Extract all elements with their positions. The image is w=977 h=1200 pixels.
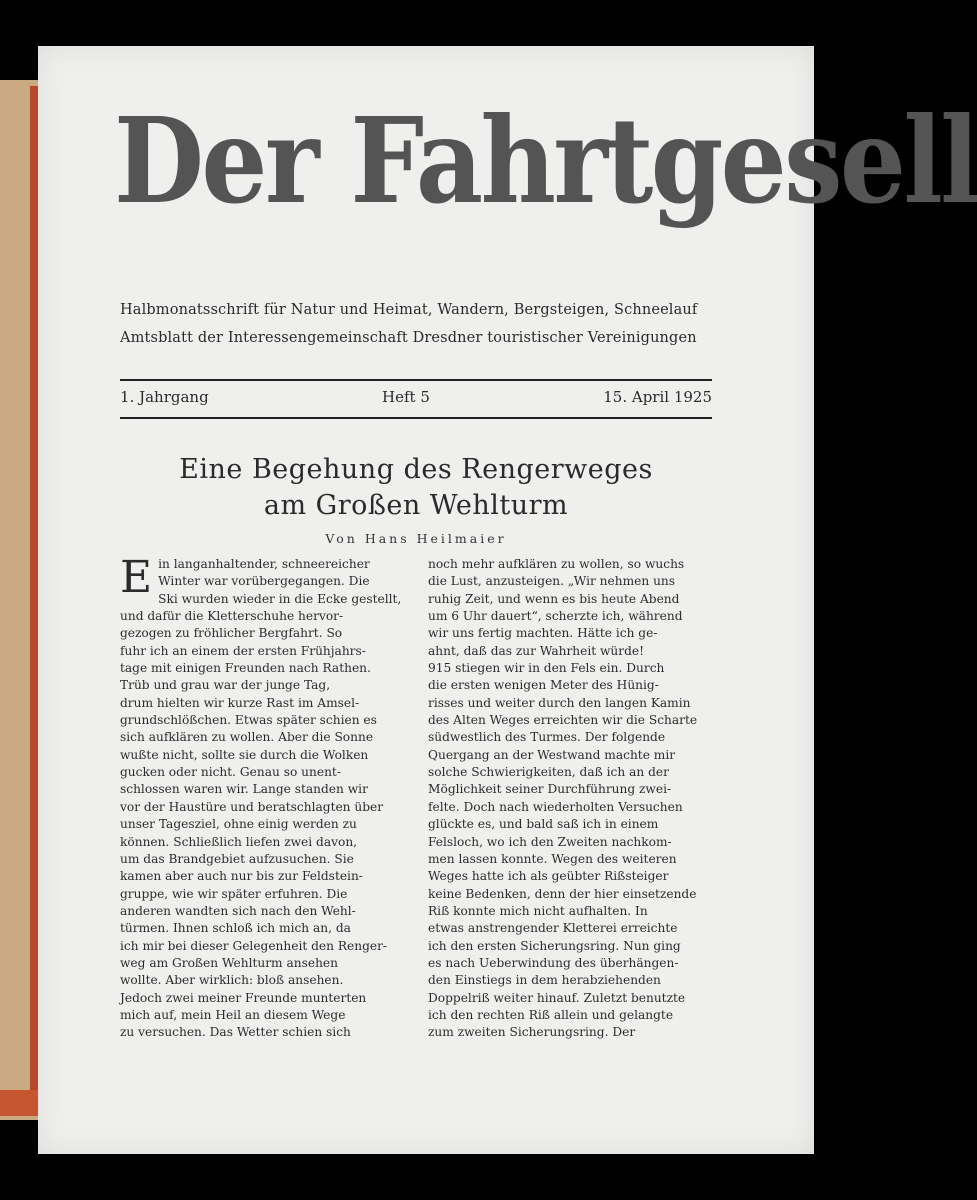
text-line: kamen aber auch nur bis zur Feldstein-	[120, 869, 363, 884]
text-line: Quergang an der Westwand machte mir	[428, 747, 676, 762]
text-line: Trüb und grau war der junge Tag,	[120, 678, 331, 693]
text-line: schlossen waren wir. Lange standen wir	[120, 782, 368, 797]
text-line: risses und weiter durch den langen Kamin	[428, 695, 691, 710]
text-line: weg am Großen Wehlturm ansehen	[120, 955, 338, 970]
text-line: um das Brandgebiet aufzusuchen. Sie	[120, 851, 354, 866]
text-line: Möglichkeit seiner Durchführung zwei-	[428, 782, 672, 797]
text-line: die Lust, anzusteigen. „Wir nehmen uns	[428, 574, 676, 589]
text-line: solche Schwierigkeiten, daß ich an der	[428, 765, 669, 780]
text-line: können. Schließlich liefen zwei davon,	[120, 834, 358, 849]
issue-date: 15. April 1925	[603, 388, 712, 406]
text-line: Doppelriß weiter hinauf. Zuletzt benutzte	[428, 990, 686, 1005]
text-line: Jedoch zwei meiner Freunde munterten	[120, 990, 367, 1005]
text-line: des Alten Weges erreichten wir die Scharte	[428, 713, 698, 728]
article-byline: Von Hans Heilmaier	[325, 531, 507, 546]
issue-number: Heft 5	[382, 388, 430, 406]
text-line: ruhig Zeit, und wenn es bis heute Abend	[428, 591, 680, 606]
text-line: Riß konnte mich nicht aufhalten. In	[428, 903, 648, 918]
issue-rule-top	[120, 379, 712, 381]
article-title-line-2: am Großen Wehlturm	[263, 490, 569, 521]
text-line: zu versuchen. Das Wetter schien sich	[120, 1025, 351, 1040]
text-line: vor der Haustüre und beratschlagten über	[120, 799, 384, 814]
text-line: glückte es, und bald saß ich in einem	[428, 817, 659, 832]
text-line: wußte nicht, sollte sie durch die Wolken	[120, 747, 369, 762]
text-line: gucken oder nicht. Genau so unent-	[120, 765, 341, 780]
text-line: drum hielten wir kurze Rast im Amsel-	[120, 695, 360, 710]
text-line: keine Bedenken, denn der hier einsetzende	[428, 886, 697, 901]
text-line: men lassen konnte. Wegen des weiteren	[428, 851, 677, 866]
text-line: gruppe, wie wir später erfuhren. Die	[120, 886, 348, 901]
text-line: es nach Ueberwindung des überhängen-	[428, 955, 679, 970]
issue-info-row	[120, 388, 712, 406]
text-line: wollte. Aber wirklich: bloß ansehen.	[120, 973, 344, 988]
text-line: Ski wurden wieder in die Ecke gestellt,	[158, 591, 402, 606]
issue-rule-bottom	[120, 417, 712, 419]
text-line: felte. Doch nach wiederholten Versuchen	[428, 799, 683, 814]
text-line: ich den rechten Riß allein und gelangte	[428, 1007, 674, 1022]
text-line: die ersten wenigen Meter des Hünig-	[428, 678, 659, 693]
text-line: zum zweiten Sicherungsring. Der	[428, 1025, 636, 1040]
text-line: ich den ersten Sicherungsring. Nun ging	[428, 938, 681, 953]
article-title-line-1: Eine Begehung des Rengerweges	[179, 454, 653, 485]
masthead-official-gazette-line: Amtsblatt der Interessengemeinschaft Dresdner touristischer Vereinigungen	[120, 330, 697, 346]
text-line: türmen. Ihnen schloß ich mich an, da	[120, 921, 351, 936]
masthead-title: Der Fahrtgesell	[114, 91, 977, 230]
text-line: etwas anstrengender Kletterei erreichte	[428, 921, 678, 936]
text-line: gezogen zu fröhlicher Bergfahrt. So	[120, 626, 343, 641]
text-line: und dafür die Kletterschuhe hervor-	[120, 609, 344, 624]
text-line: südwestlich des Turmes. Der folgende	[428, 730, 666, 745]
article-column-right	[428, 556, 712, 1042]
text-line: 915 stiegen wir in den Fels ein. Durch	[428, 661, 665, 676]
drop-cap: E	[120, 552, 153, 603]
text-line: in langanhaltender, schneereicher	[158, 557, 370, 571]
article-column-left	[120, 552, 404, 1042]
text-line: fuhr ich an einem der ersten Frühjahrs-	[120, 643, 366, 658]
text-line: unser Tagesziel, ohne einig werden zu	[120, 817, 357, 832]
text-line: Winter war vorübergegangen. Die	[158, 574, 370, 589]
text-line: anderen wandten sich nach den Wehl-	[120, 903, 356, 918]
text-line: den Einstiegs in dem herabziehenden	[428, 973, 661, 988]
text-line: noch mehr aufklären zu wollen, so wuchs	[428, 557, 685, 571]
text-line: grundschlößchen. Etwas später schien es	[120, 713, 377, 728]
text-line: sich aufklären zu wollen. Aber die Sonne	[120, 730, 374, 745]
masthead-subtitle: Halbmonatsschrift für Natur und Heimat, Wandern, Bergsteigen, Schneelauf	[120, 302, 698, 318]
text-line: ahnt, daß das zur Wahrheit würde!	[428, 643, 645, 658]
text-line: mich auf, mein Heil an diesem Wege	[120, 1007, 346, 1022]
text-line: ich mir bei dieser Gelegenheit den Renger-	[120, 938, 388, 953]
text-line: wir uns fertig machten. Hätte ich ge-	[428, 626, 658, 641]
text-line: Weges hatte ich als geübter Rißsteiger	[428, 869, 669, 884]
issue-volume: 1. Jahrgang	[120, 388, 209, 406]
text-line: tage mit einigen Freunden nach Rathen.	[120, 661, 371, 676]
magazine-page	[38, 46, 977, 1154]
text-line: um 6 Uhr dauert“, scherzte ich, während	[428, 609, 683, 624]
text-line: Felsloch, wo ich den Zweiten nachkom-	[428, 834, 672, 849]
